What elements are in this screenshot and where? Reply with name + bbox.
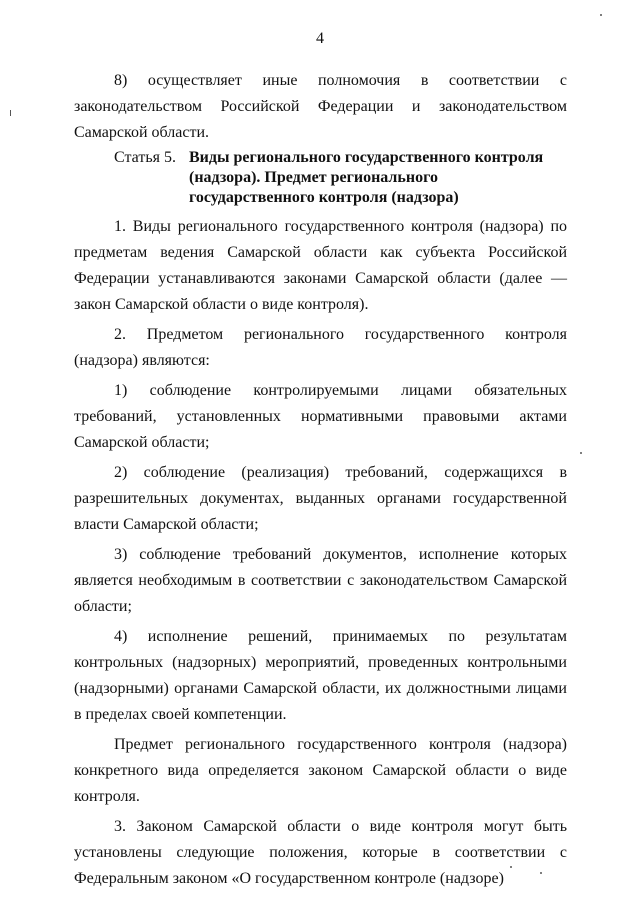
document-body (74, 68, 567, 892)
article-title: Виды регионального государственного контроля (надзора). Предмет регионального государственного контроля (надзора) (189, 149, 544, 206)
scan-speck (540, 872, 542, 874)
scan-speck (510, 866, 512, 868)
subitem-3: 3) соблюдение требований документов, исполнение которых является необходимым в соответствии с законодательством Самарской области; (74, 546, 567, 615)
paragraph-3: 3. Законом Самарской области о виде контроля могут быть установлены следующие положения, которые в соответствии с Федеральным законом «О государственном контроле (надзоре) (74, 818, 567, 887)
scan-speck (580, 452, 582, 454)
subitem-4: 4) исполнение решений, принимаемых по результатам контрольных (надзорных) мероприятий, проведенных контрольными (надзорными) органами Самарской области, их должностными лицами в пределах своей компетенции. (74, 628, 567, 723)
paragraph-subject: Предмет регионального государственного контроля (надзора) конкретного вида определяется законом Самарской области о виде контроля. (74, 736, 567, 805)
paragraph-2: 2. Предметом регионального государственного контроля (надзора) являются: (74, 326, 567, 369)
paragraph-1: 1. Виды регионального государственного контроля (надзора) по предметам ведения Самарской области как субъекта Российской Федерации устанавливаются законами Самарской области (далее — закон Самарской области о виде контроля). (74, 218, 567, 313)
article-heading (74, 148, 567, 208)
scan-speck (10, 110, 11, 116)
article-number: Статья 5. (114, 149, 176, 166)
subitem-2: 2) соблюдение (реализация) требований, содержащихся в разрешительных документах, выданных органами государственной власти Самарской области; (74, 464, 567, 533)
page-number: 4 (316, 30, 324, 47)
subitem-1: 1) соблюдение контролируемыми лицами обязательных требований, установленных нормативными правовыми актами Самарской области; (74, 382, 567, 451)
scan-speck (600, 14, 602, 16)
paragraph-item-8: 8) осуществляет иные полномочия в соответствии с законодательством Российской Федерации и законодательством Самарской области. (74, 72, 567, 141)
